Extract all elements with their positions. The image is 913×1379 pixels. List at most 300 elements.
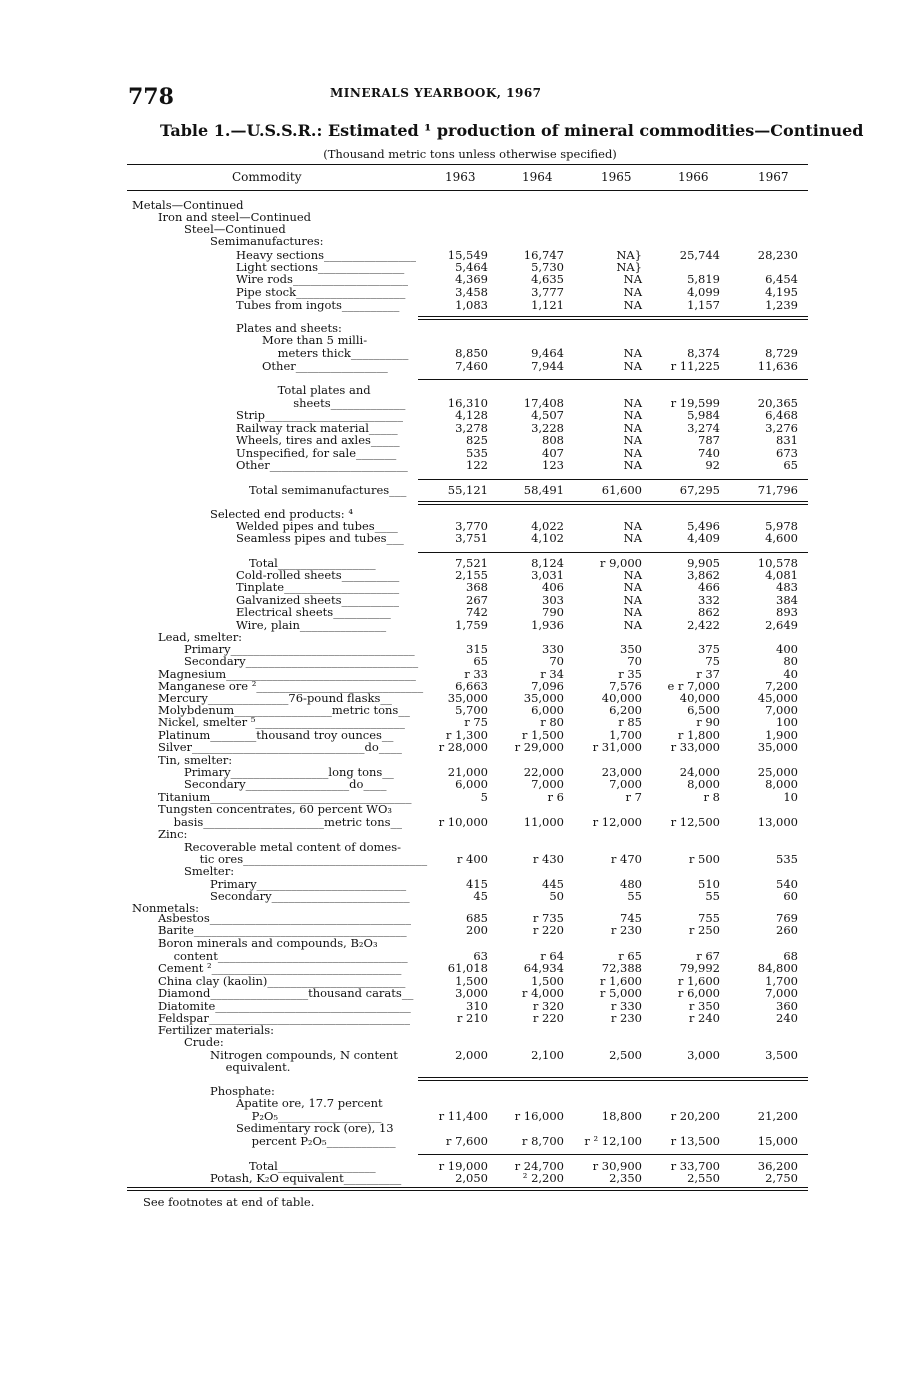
commodity-label: Platinum________thousand troy ounces__ xyxy=(158,728,394,742)
cell-1965: r 65 xyxy=(618,949,642,963)
commodity-label: Cement ²_________________________________ xyxy=(158,961,402,975)
cell-1963: r 75 xyxy=(464,715,488,729)
commodity-label: content_________________________________ xyxy=(173,949,408,963)
commodity-label: Strip________________________ xyxy=(236,408,404,422)
cell-1967: 1,239 xyxy=(765,298,798,312)
cell-1964: 17,408 xyxy=(523,396,564,410)
cell-1966: 3,862 xyxy=(687,568,720,582)
cell-1966: 8,000 xyxy=(687,777,720,791)
commodity-label: Recoverable metal content of domes- xyxy=(184,840,402,854)
cell-1967: 7,000 xyxy=(765,986,798,1000)
commodity-label: P₂O₅__________________ xyxy=(251,1109,382,1123)
cell-1966: 787 xyxy=(698,433,720,447)
cell-1966: r 1,800 xyxy=(677,728,720,742)
cell-1964: ² 2,200 xyxy=(522,1171,564,1185)
commodity-label: Tungsten concentrates, 60 percent WO₃ xyxy=(158,802,393,816)
commodity-label: Primary________________________________ xyxy=(184,642,415,656)
cell-1964: 4,102 xyxy=(531,531,564,545)
cell-1966: r 500 xyxy=(688,852,720,866)
cell-1963: 315 xyxy=(466,642,488,656)
commodity-label: Manganese ore ²_____________________________ xyxy=(158,679,424,693)
cell-1967: 4,195 xyxy=(765,285,798,299)
cell-1966: 2,422 xyxy=(687,618,720,632)
cell-1965: NA xyxy=(623,359,642,373)
cell-1963: 4,369 xyxy=(455,272,488,286)
cell-1964: 1,121 xyxy=(531,298,564,312)
cell-1965: NA xyxy=(623,298,642,312)
cell-1963: 63 xyxy=(473,949,488,963)
cell-1967: 384 xyxy=(776,593,798,607)
cell-1964: 8,124 xyxy=(531,556,564,570)
cell-1964: 4,022 xyxy=(531,519,564,533)
cell-1964: 6,000 xyxy=(531,703,564,717)
cell-1965: r 230 xyxy=(610,923,642,937)
cell-1965: r 230 xyxy=(610,1011,642,1025)
cell-1966: 740 xyxy=(698,446,720,460)
cell-1966: r 11,225 xyxy=(670,359,720,373)
commodity-label: Secondary______________________________ xyxy=(184,654,419,668)
table-subtitle: (Thousand metric tons unless otherwise specified) xyxy=(323,147,617,161)
cell-1966: r 13,500 xyxy=(670,1134,720,1148)
sum-rule xyxy=(418,319,808,320)
cell-1967: 673 xyxy=(776,446,798,460)
cell-1966: r 12,500 xyxy=(670,815,720,829)
cell-1965: r 31,000 xyxy=(592,740,642,754)
cell-1967: 84,800 xyxy=(757,961,798,975)
cell-1963: 825 xyxy=(466,433,488,447)
cell-1963: r 28,000 xyxy=(438,740,488,754)
cell-1963: 5,464 xyxy=(455,260,488,274)
cell-1964: r 4,000 xyxy=(521,986,564,1000)
cell-1963: 6,000 xyxy=(455,777,488,791)
cell-1964: 330 xyxy=(542,642,564,656)
cell-1963: r 210 xyxy=(456,1011,488,1025)
commodity-label: Wire, plain_______________ xyxy=(236,618,387,632)
cell-1965: NA xyxy=(623,446,642,460)
cell-1964: 7,000 xyxy=(531,777,564,791)
cell-1967: 100 xyxy=(776,715,798,729)
cell-1965: NA xyxy=(623,593,642,607)
commodity-label: Diamond_________________thousand carats__ xyxy=(158,986,414,1000)
cell-1963: 535 xyxy=(466,446,488,460)
cell-1967: 540 xyxy=(776,877,798,891)
cell-1965: NA xyxy=(623,568,642,582)
cell-1966: r 240 xyxy=(688,1011,720,1025)
commodity-label: Potash, K₂O equivalent__________ xyxy=(210,1171,402,1185)
commodity-label: Pipe stock___________________ xyxy=(236,285,406,299)
cell-1966: r 250 xyxy=(688,923,720,937)
cell-1965: 40,000 xyxy=(601,691,642,705)
page-number: 778 xyxy=(128,84,174,110)
cell-1967: 15,000 xyxy=(757,1134,798,1148)
commodity-label: Cold-rolled sheets__________ xyxy=(236,568,400,582)
sum-rule xyxy=(418,1077,808,1078)
cell-1966: 5,496 xyxy=(687,519,720,533)
cell-1967: 10 xyxy=(783,790,798,804)
commodity-label: equivalent. xyxy=(225,1060,291,1074)
cell-1967: 4,081 xyxy=(765,568,798,582)
commodity-label: percent P₂O₅____________ xyxy=(251,1134,396,1148)
table-row xyxy=(0,937,913,950)
commodity-label: Primary__________________________ xyxy=(210,877,407,891)
cell-1966: r 350 xyxy=(688,999,720,1013)
table-row xyxy=(0,235,913,248)
cell-1964: 3,228 xyxy=(531,421,564,435)
cell-1967: 2,750 xyxy=(765,1171,798,1185)
cell-1963: 267 xyxy=(466,593,488,607)
cell-1967: 2,649 xyxy=(765,618,798,632)
sum-rule xyxy=(418,1154,808,1155)
column-header-1963: 1963 xyxy=(445,170,476,184)
commodity-label: Tinplate____________________ xyxy=(236,580,400,594)
cell-1964: r 6 xyxy=(547,790,564,804)
cell-1966: r 19,599 xyxy=(670,396,720,410)
cell-1966: 2,550 xyxy=(687,1171,720,1185)
commodity-label: sheets_____________ xyxy=(293,396,406,410)
cell-1963: 8,850 xyxy=(455,346,488,360)
cell-1967: 36,200 xyxy=(757,1159,798,1173)
cell-1965: NA xyxy=(623,421,642,435)
cell-1964: 11,000 xyxy=(523,815,564,829)
cell-1964: 406 xyxy=(542,580,564,594)
commodity-label: basis_____________________metric tons__ xyxy=(173,815,402,829)
commodity-label: Zinc: xyxy=(158,827,188,841)
cell-1963: 3,278 xyxy=(455,421,488,435)
cell-1963: 15,549 xyxy=(447,248,488,262)
cell-1967: 483 xyxy=(776,580,798,594)
sum-rule xyxy=(418,504,808,505)
commodity-label: Total plates and xyxy=(277,383,371,397)
cell-1967: 35,000 xyxy=(757,740,798,754)
cell-1964: 70 xyxy=(549,654,564,668)
cell-1965: NA xyxy=(623,408,642,422)
commodity-label: Other________________________ xyxy=(236,458,408,472)
cell-1964: 3,777 xyxy=(531,285,564,299)
cell-1965: r 85 xyxy=(618,715,642,729)
cell-1966: 3,274 xyxy=(687,421,720,435)
cell-1963: 45 xyxy=(473,889,488,903)
cell-1964: 790 xyxy=(542,605,564,619)
cell-1965: r 35 xyxy=(618,667,642,681)
commodity-label: Feldspar___________________________________ xyxy=(158,1011,411,1025)
table-header-rule xyxy=(127,190,808,191)
cell-1963: 200 xyxy=(466,923,488,937)
cell-1965: NA xyxy=(623,580,642,594)
cell-1965: 6,200 xyxy=(609,703,642,717)
cell-1964: 35,000 xyxy=(523,691,564,705)
cell-1966: 5,819 xyxy=(687,272,720,286)
cell-1967: 7,000 xyxy=(765,703,798,717)
table-row xyxy=(0,1172,913,1185)
cell-1966: 24,000 xyxy=(679,765,720,779)
cell-1967: 65 xyxy=(783,458,798,472)
cell-1967: 240 xyxy=(776,1011,798,1025)
cell-1965: 350 xyxy=(620,642,642,656)
cell-1966: 75 xyxy=(705,654,720,668)
cell-1966: r 90 xyxy=(696,715,720,729)
cell-1966: r 37 xyxy=(696,667,720,681)
cell-1964: 3,031 xyxy=(531,568,564,582)
cell-1963: 3,000 xyxy=(455,986,488,1000)
cell-1963: r 19,000 xyxy=(438,1159,488,1173)
cell-1966: 1,157 xyxy=(687,298,720,312)
commodity-label: Mercury______________76-pound flasks__ xyxy=(158,691,392,705)
cell-1965: 480 xyxy=(620,877,642,891)
cell-1964: 2,100 xyxy=(531,1048,564,1062)
cell-1967: 8,729 xyxy=(765,346,798,360)
cell-1963: r 11,400 xyxy=(438,1109,488,1123)
commodity-label: Heavy sections________________ xyxy=(236,248,417,262)
cell-1966: 92 xyxy=(705,458,720,472)
cell-1963: 415 xyxy=(466,877,488,891)
cell-1964: 22,000 xyxy=(523,765,564,779)
cell-1965: NA xyxy=(623,433,642,447)
cell-1963: 35,000 xyxy=(447,691,488,705)
cell-1963: 2,155 xyxy=(455,568,488,582)
table-row xyxy=(0,828,913,841)
cell-1965: NA xyxy=(623,519,642,533)
column-header-1964: 1964 xyxy=(522,170,553,184)
cell-1965: 2,350 xyxy=(609,1171,642,1185)
cell-1964: 1,500 xyxy=(531,974,564,988)
cell-1963: 1,083 xyxy=(455,298,488,312)
cell-1967: 60 xyxy=(783,889,798,903)
cell-1967: 45,000 xyxy=(757,691,798,705)
cell-1967: 13,000 xyxy=(757,815,798,829)
cell-1966: 466 xyxy=(698,580,720,594)
cell-1964: r 1,500 xyxy=(521,728,564,742)
table-row xyxy=(0,741,913,754)
cell-1966: 375 xyxy=(698,642,720,656)
cell-1966: 4,099 xyxy=(687,285,720,299)
table-row xyxy=(0,459,913,472)
cell-1967: 7,200 xyxy=(765,679,798,693)
cell-1965: r 5,000 xyxy=(599,986,642,1000)
commodity-label: Asbestos___________________________________ xyxy=(158,911,411,925)
cell-1965: 7,000 xyxy=(609,777,642,791)
cell-1967: 3,276 xyxy=(765,421,798,435)
sum-rule xyxy=(418,552,808,553)
cell-1964: 50 xyxy=(549,889,564,903)
cell-1965: NA xyxy=(623,285,642,299)
commodity-label: Galvanized sheets__________ xyxy=(236,593,399,607)
cell-1963: 65 xyxy=(473,654,488,668)
cell-1967: 4,600 xyxy=(765,531,798,545)
cell-1966: 3,000 xyxy=(687,1048,720,1062)
cell-1964: r 24,700 xyxy=(514,1159,564,1173)
cell-1964: r 64 xyxy=(540,949,564,963)
commodity-label: Sedimentary rock (ore), 13 xyxy=(236,1121,394,1135)
column-header-1966: 1966 xyxy=(678,170,709,184)
cell-1964: 123 xyxy=(542,458,564,472)
cell-1966: 862 xyxy=(698,605,720,619)
table-row xyxy=(0,299,913,312)
cell-1964: 7,944 xyxy=(531,359,564,373)
cell-1963: 2,050 xyxy=(455,1171,488,1185)
cell-1964: 64,934 xyxy=(523,961,564,975)
cell-1963: 368 xyxy=(466,580,488,594)
commodity-label: Crude: xyxy=(184,1035,224,1049)
table-row xyxy=(0,484,913,497)
cell-1966: e r 7,000 xyxy=(667,679,720,693)
table-row xyxy=(0,924,913,937)
cell-1965: 23,000 xyxy=(601,765,642,779)
commodity-label: Molybdenum_________________metric tons__ xyxy=(158,703,410,717)
cell-1965: r 9,000 xyxy=(599,556,642,570)
cell-1963: 55,121 xyxy=(447,483,488,497)
cell-1964: 58,491 xyxy=(523,483,564,497)
cell-1964: 9,464 xyxy=(531,346,564,360)
cell-1964: r 320 xyxy=(532,999,564,1013)
commodity-label: Wire rods____________________ xyxy=(236,272,408,286)
footnote-reference: See footnotes at end of table. xyxy=(143,1195,315,1209)
cell-1967: 40 xyxy=(783,667,798,681)
commodity-label: meters thick__________ xyxy=(277,346,409,360)
commodity-label: Primary_________________long tons__ xyxy=(184,765,394,779)
cell-1966: 9,905 xyxy=(687,556,720,570)
commodity-label: Electrical sheets__________ xyxy=(236,605,391,619)
cell-1965: 70 xyxy=(627,654,642,668)
cell-1967: 831 xyxy=(776,433,798,447)
cell-1967: 3,500 xyxy=(765,1048,798,1062)
commodity-label: Iron and steel—Continued xyxy=(158,210,312,224)
commodity-label: Secondary__________________do____ xyxy=(184,777,387,791)
cell-1965: NA} xyxy=(616,248,642,262)
table-top-rule xyxy=(127,164,808,165)
cell-1964: r 34 xyxy=(540,667,564,681)
commodity-label: Seamless pipes and tubes___ xyxy=(236,531,404,545)
cell-1965: r 470 xyxy=(610,852,642,866)
cell-1965: NA xyxy=(623,531,642,545)
cell-1964: r 8,700 xyxy=(521,1134,564,1148)
cell-1965: 18,800 xyxy=(601,1109,642,1123)
cell-1964: r 220 xyxy=(532,1011,564,1025)
cell-1966: r 8 xyxy=(703,790,720,804)
cell-1965: r 7 xyxy=(625,790,642,804)
commodity-label: Semimanufactures: xyxy=(210,234,324,248)
cell-1965: r ² 12,100 xyxy=(584,1134,642,1148)
cell-1964: r 430 xyxy=(532,852,564,866)
cell-1967: 535 xyxy=(776,852,798,866)
commodity-label: Diatomite__________________________________ xyxy=(158,999,411,1013)
cell-1966: 55 xyxy=(705,889,720,903)
cell-1966: 40,000 xyxy=(679,691,720,705)
cell-1966: 25,744 xyxy=(679,248,720,262)
cell-1966: 8,374 xyxy=(687,346,720,360)
sum-rule xyxy=(418,479,808,480)
cell-1967: 1,900 xyxy=(765,728,798,742)
commodity-label: Smelter: xyxy=(184,864,235,878)
cell-1965: 2,500 xyxy=(609,1048,642,1062)
commodity-label: Welded pipes and tubes____ xyxy=(236,519,398,533)
cell-1965: 745 xyxy=(620,911,642,925)
cell-1967: 68 xyxy=(783,949,798,963)
column-header-commodity: Commodity xyxy=(232,170,302,184)
cell-1965: NA xyxy=(623,346,642,360)
cell-1967: 893 xyxy=(776,605,798,619)
commodity-label: Fertilizer materials: xyxy=(158,1023,274,1037)
cell-1963: 61,018 xyxy=(447,961,488,975)
cell-1967: 21,200 xyxy=(757,1109,798,1123)
commodity-label: Selected end products: ⁴ xyxy=(210,507,353,521)
cell-1964: 808 xyxy=(542,433,564,447)
cell-1964: 407 xyxy=(542,446,564,460)
cell-1966: r 67 xyxy=(696,949,720,963)
sum-rule xyxy=(418,501,808,502)
cell-1965: r 1,600 xyxy=(599,974,642,988)
running-head: MINERALS YEARBOOK, 1967 xyxy=(330,86,542,100)
sum-rule xyxy=(418,316,808,317)
commodity-label: Wheels, tires and axles_____ xyxy=(236,433,400,447)
cell-1965: NA xyxy=(623,396,642,410)
cell-1966: r 20,200 xyxy=(670,1109,720,1123)
commodity-label: Steel—Continued xyxy=(184,222,286,236)
commodity-label: Barite_____________________________________ xyxy=(158,923,407,937)
cell-1965: 1,700 xyxy=(609,728,642,742)
table-title: Table 1.—U.S.S.R.: Estimated ¹ production of mineral commodities—Continued xyxy=(160,121,864,140)
cell-1967: 769 xyxy=(776,911,798,925)
cell-1963: 21,000 xyxy=(447,765,488,779)
cell-1967: 5,978 xyxy=(765,519,798,533)
commodity-label: China clay (kaolin)________________________ xyxy=(158,974,406,988)
cell-1966: 6,500 xyxy=(687,703,720,717)
commodity-label: Silver______________________________do____ xyxy=(158,740,402,754)
cell-1964: 445 xyxy=(542,877,564,891)
cell-1963: 5,700 xyxy=(455,703,488,717)
cell-1967: 80 xyxy=(783,654,798,668)
table-row xyxy=(0,1061,913,1074)
cell-1967: 25,000 xyxy=(757,765,798,779)
cell-1964: 16,747 xyxy=(523,248,564,262)
table-row xyxy=(0,532,913,545)
cell-1965: 61,600 xyxy=(601,483,642,497)
commodity-label: More than 5 milli- xyxy=(262,333,368,347)
cell-1963: 685 xyxy=(466,911,488,925)
cell-1964: 303 xyxy=(542,593,564,607)
cell-1963: 2,000 xyxy=(455,1048,488,1062)
cell-1967: 6,468 xyxy=(765,408,798,422)
cell-1966: 510 xyxy=(698,877,720,891)
commodity-label: Phosphate: xyxy=(210,1084,275,1098)
cell-1964: 1,936 xyxy=(531,618,564,632)
cell-1964: r 29,000 xyxy=(514,740,564,754)
cell-1963: 7,460 xyxy=(455,359,488,373)
cell-1966: 332 xyxy=(698,593,720,607)
cell-1966: 79,992 xyxy=(679,961,720,975)
cell-1964: r 220 xyxy=(532,923,564,937)
cell-1963: r 7,600 xyxy=(445,1134,488,1148)
cell-1963: 1,500 xyxy=(455,974,488,988)
cell-1964: 7,096 xyxy=(531,679,564,693)
table-bottom-rule xyxy=(127,1187,808,1188)
cell-1963: 5 xyxy=(480,790,488,804)
commodity-label: Total_________________ xyxy=(249,1159,376,1173)
cell-1967: 10,578 xyxy=(757,556,798,570)
commodity-label: Nonmetals: xyxy=(132,901,200,915)
cell-1966: r 1,600 xyxy=(677,974,720,988)
cell-1966: r 6,000 xyxy=(677,986,720,1000)
cell-1965: NA} xyxy=(616,260,642,274)
cell-1965: r 30,900 xyxy=(592,1159,642,1173)
commodity-label: Titanium___________________________________ xyxy=(158,790,412,804)
commodity-label: Total_________________ xyxy=(249,556,376,570)
cell-1965: NA xyxy=(623,458,642,472)
column-header-1967: 1967 xyxy=(758,170,789,184)
commodity-label: tic ores________________________________ xyxy=(199,852,428,866)
cell-1966: 67,295 xyxy=(679,483,720,497)
cell-1967: 360 xyxy=(776,999,798,1013)
cell-1966: 755 xyxy=(698,911,720,925)
